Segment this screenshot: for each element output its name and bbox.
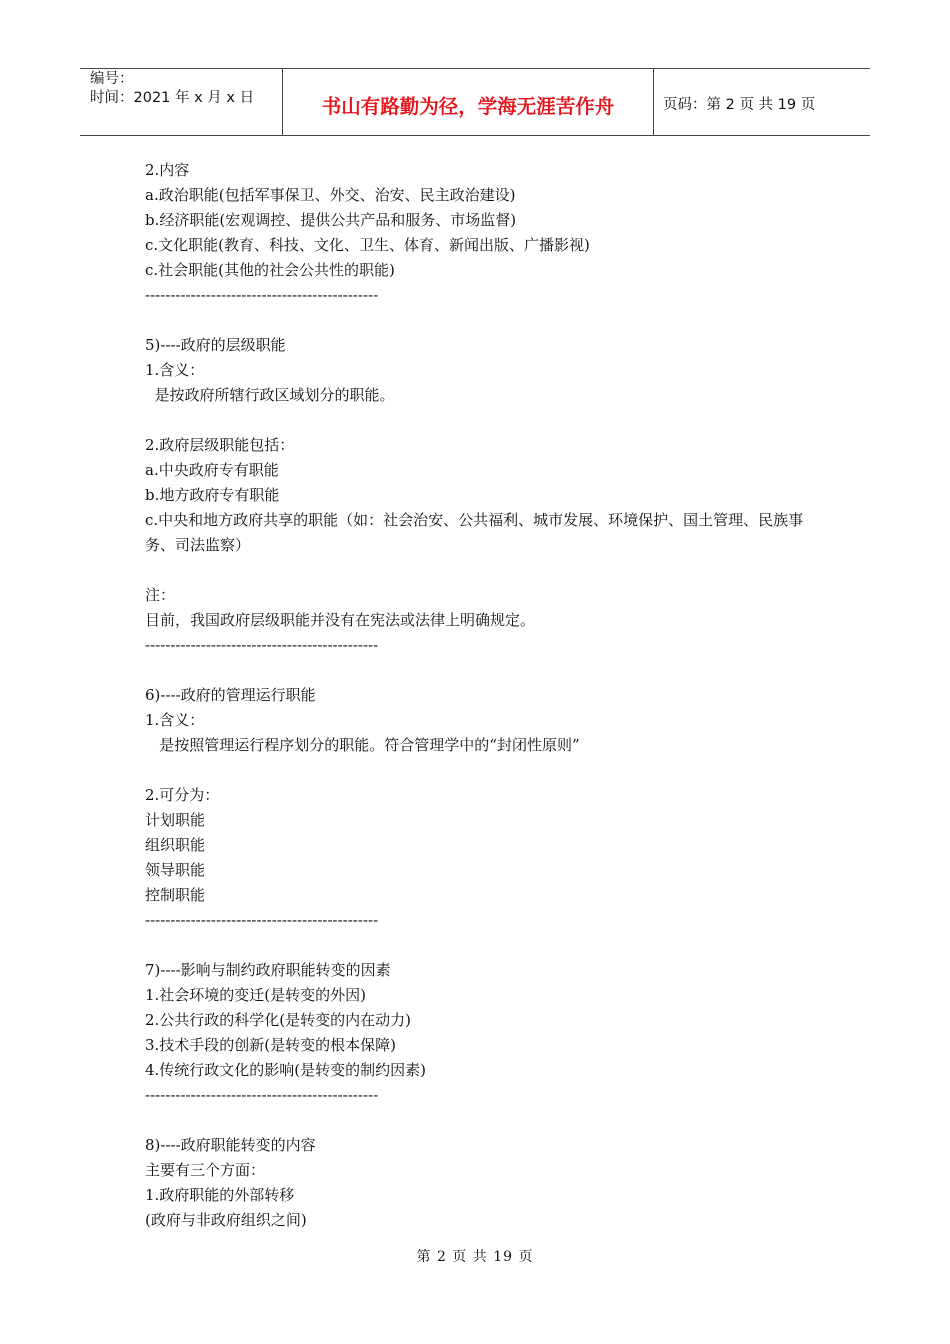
section-heading: 8)----政府职能转变的内容 xyxy=(145,1136,316,1154)
body-line: b.经济职能(宏观调控、提供公共产品和服务、市场监督) xyxy=(145,211,517,229)
body-line: 1.含义： xyxy=(145,711,205,729)
body-line: c.社会职能(其他的社会公共性的职能) xyxy=(145,261,395,279)
blank-line xyxy=(145,658,815,683)
body-line: 1.政府职能的外部转移 xyxy=(145,1186,295,1204)
body-line: 2.可分为： xyxy=(145,786,220,804)
divider-line: ---------------------------------------------- xyxy=(145,286,379,304)
body-line: 2.内容 xyxy=(145,161,190,179)
body-line: a.中央政府专有职能 xyxy=(145,461,279,479)
page-footer: 第 2 页 共 19 页 xyxy=(416,1249,534,1265)
blank-line xyxy=(145,308,815,333)
body-line: 组织职能 xyxy=(145,836,206,854)
body-line: 领导职能 xyxy=(145,861,206,879)
document-body xyxy=(145,158,815,1233)
divider-line: ---------------------------------------------- xyxy=(145,911,379,929)
section-heading: 5)----政府的层级职能 xyxy=(145,336,286,354)
divider-line: ---------------------------------------------- xyxy=(145,636,379,654)
body-line: (政府与非政府组织之间) xyxy=(145,1211,307,1229)
body-line: 主要有三个方面： xyxy=(145,1161,266,1179)
blank-line xyxy=(145,933,815,958)
body-line: 1.含义： xyxy=(145,361,205,379)
body-line: 是按政府所辖行政区域划分的职能。 xyxy=(145,386,395,404)
body-line: 3.技术手段的创新(是转变的根本保障) xyxy=(145,1036,397,1054)
body-line: 控制职能 xyxy=(145,886,206,904)
body-line: c.中央和地方政府共享的职能（如：社会治安、公共福利、城市发展、环境保护、国土管理、民族事务、司法监察） xyxy=(145,511,804,554)
header-page-label: 页码：第 2 页 共 19 页 xyxy=(663,97,816,113)
section-heading: 6)----政府的管理运行职能 xyxy=(145,686,316,704)
blank-line xyxy=(145,758,815,783)
header-meta xyxy=(80,69,282,135)
body-line: 是按照管理运行程序划分的职能。符合管理学中的“封闭性原则” xyxy=(145,736,580,754)
blank-line xyxy=(145,1108,815,1133)
body-line: 4.传统行政文化的影响(是转变的制约因素) xyxy=(145,1061,427,1079)
body-line: 目前，我国政府层级职能并没有在宪法或法律上明确规定。 xyxy=(145,611,536,629)
divider-line: ---------------------------------------------- xyxy=(145,1086,379,1104)
section-heading: 7)----影响与制约政府职能转变的因素 xyxy=(145,961,391,979)
body-line: c.文化职能(教育、科技、文化、卫生、体育、新闻出版、广播影视) xyxy=(145,236,590,254)
body-line: 1.社会环境的变迁(是转变的外因) xyxy=(145,986,367,1004)
header-time-label: 时间：2021 年 x 月 x 日 xyxy=(90,90,255,106)
body-line: 2.公共行政的科学化(是转变的内在动力) xyxy=(145,1011,412,1029)
page-header xyxy=(80,68,870,136)
body-line: 计划职能 xyxy=(145,811,206,829)
body-line: 注： xyxy=(145,586,176,604)
body-line: a.政治职能(包括军事保卫、外交、治安、民主政治建设) xyxy=(145,186,516,204)
header-number-label: 编号： xyxy=(90,71,134,87)
blank-line xyxy=(145,558,815,583)
body-line: b.地方政府专有职能 xyxy=(145,486,280,504)
header-motto: 书山有路勤为径，学海无涯苦作舟 xyxy=(282,69,654,135)
body-line: 2.政府层级职能包括： xyxy=(145,436,295,454)
blank-line xyxy=(145,408,815,433)
